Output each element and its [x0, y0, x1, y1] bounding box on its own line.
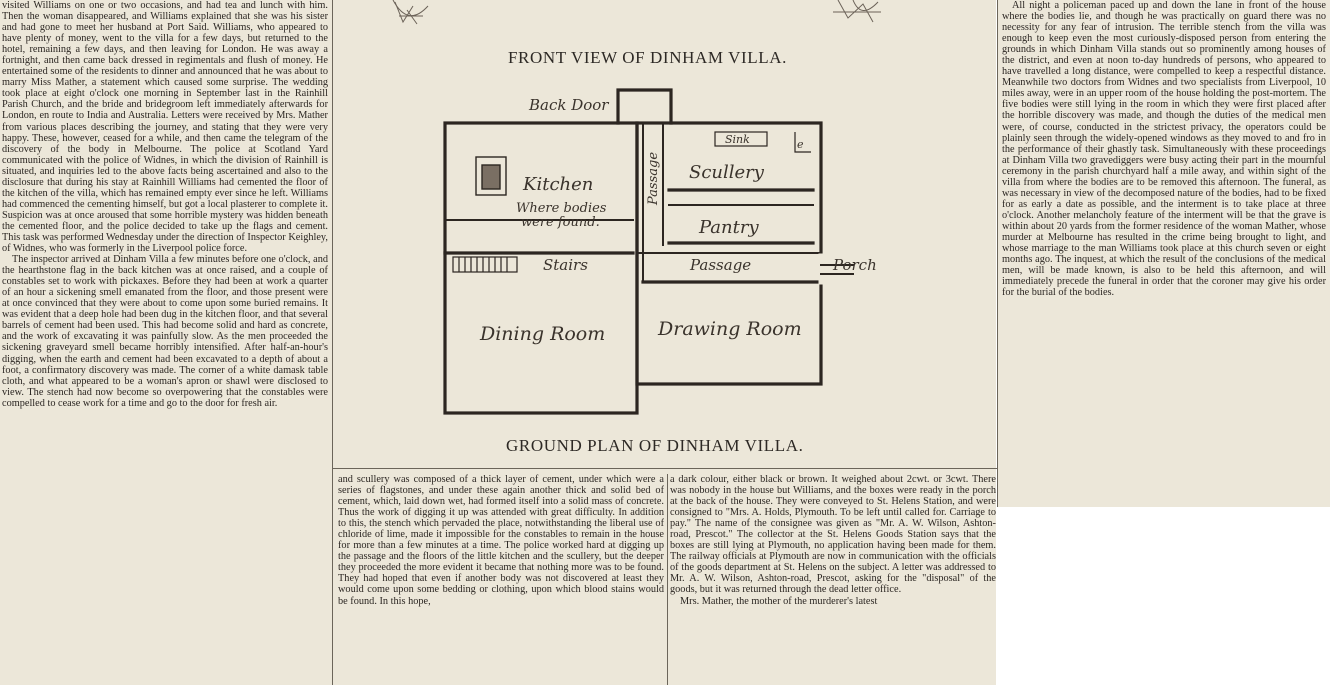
label-passage: Passage	[690, 256, 752, 274]
hearth-drawing	[476, 157, 506, 195]
label-copper-mark: e	[797, 138, 804, 151]
label-back-door: Back Door	[529, 96, 609, 114]
column-rule	[667, 474, 668, 685]
article-column-right	[1002, 0, 1326, 505]
article-paragraph: visited Williams on one or two occasions, and had tea and lunch with him. Then the woman disappeared, and Williams explained that she was his sister and had gone to meet her husband at Port Said. Williams, who appeared to have plenty of money, went to the villa for a few days, but returned to the hotel, remaining a few days, and then leaving for London. He was away a fortnight, and then came back dressed in regimentals and flush of money. He entertained some of the residents to dinner and announced that he was about to marry Miss Mather, a statement which caused some surprise. The wedding took place at eight o'clock one morning in September last in the Rainhill Parish Church, and the bride and bridegroom left immediately afterwards for London, en route to India and Australia. Letters were received by Mrs. Mather from various places describing the journey, and stating that they were very happy. These, however, ceased for a while, and then came the telegram of the discovery of the body in Melbourne. The police at Scotland Yard communicated with the police of Widnes, in which the division of Rainhill is situated, and inquiries led to the above facts being ascertained and also to the disclosure that during his stay at Rainhill Williams had cemented the floor of the kitchen of the villa, which has remained empty ever since he left. Williams had commenced the cementing himself, but got a local plasterer to complete it. Suspicion was at once aroused that some horrible mystery was hidden beneath the cemented floor, and the police decided to take up the flags and cement. This task was performed Wednesday under the direction of Inspector Keighley, of Widnes, who was formerly in the Liverpool police force.	[2, 0, 328, 255]
label-were-found: were found.	[521, 215, 600, 230]
illustration-svg	[333, 0, 997, 468]
label-stairs: Stairs	[543, 256, 588, 274]
column-rule	[997, 0, 998, 507]
article-paragraph: and scullery was composed of a thick layer of cement, under which were a series of flagstones, and under these again another thick and solid bed of cement, which, laid down wet, had formed itself into a solid mass of concrete. Thus the work of digging it up was attended with great difficulty. In addition to this, the stench which pervaded the place, notwithstanding the liberal use of chloride of lime, made it impossible for the constables to remain in the house for more than a few minutes at a time. The police worked hard at digging up the passage and the floors of the little kitchen and the scullery, but the deeper they proceeded the more evident it became that nothing more was to be found. They had hoped that even if another body was not discovered at least they would come upon some bedding or clothing, upon which blood stains would be found. In this hope,	[338, 474, 664, 607]
label-porch: Porch	[833, 256, 877, 274]
ground-plan-caption: GROUND PLAN OF DINHAM VILLA.	[506, 436, 804, 455]
article-paragraph: a dark colour, either black or brown. It weighed about 2cwt. or 3cwt. There was nobody in the house but Williams, and the boxes were ready in the porch at the back of the house. They were conveyed to St. Helens Station, and were consigned to "Mrs. A. Holds, Plymouth. To be left until called for. Carriage to pay." The name of the consignee was given as "Mr. A. W. Wilson, Ashton-road, Prescot." The collector at the St. Helens Goods Station says that the boxes are still lying at Plymouth, no application having been made for them. The railway officials at Plymouth are now in communication with the officials of the goods department at St. Helens on the subject. A letter was addressed to Mr. A. W. Wilson, Ashton-road, Prescot, asking for the "disposal" of the goods, but it was returned through the dead letter office.	[670, 474, 996, 596]
label-pantry: Pantry	[699, 217, 759, 238]
label-where-bodies: Where bodies	[516, 201, 607, 216]
label-drawing-room: Drawing Room	[658, 318, 802, 340]
article-paragraph: All night a policeman paced up and down the lane in front of the house where the bodies lie, and though he was practically on guard there was no necessity for any fear of intrusion. The terrible stench from the villa was enough to keep even the most curiously-disposed person from entering the grounds in which Dinham Villa stands out so prominently among houses of the district, and even at noon to-day hundreds of persons, who appeared to have travelled a long distance, were compelled to keep a respectful distance. Meanwhile two doctors from Widnes and two specialists from Liverpool, 10 miles away, were in an upper room of the house holding the post-mortem. The five bodies were still lying in the room in which they were first placed after the horrible discovery was made, and though the duties of the medical men were, of course, conducted in the strictest privacy, the operators could be plainly seen through the widely-opened windows as they moved to and fro in the performance of their ghastly task. Simultaneously with these proceedings at Dinham Villa two gravediggers were busy acting their part in the mournful ceremony in the parish churchyard half a mile away, and within sight of the villa from where the bodies are to be removed this afternoon. The funeral, as was necessary in view of the decomposed nature of the bodies, had to be fixed for as early a date as possible, and the interment is to take place at three o'clock. Another melancholy feature of the interment will be that the grave is within about 20 yards from the former residence of the woman Mather, whose murder at Melbourne has resulted in the crime being brought to light, and whose marriage to the man Williams took place at this church seven or eight months ago. The inquest, at which the result of the conclusions of the medical men, will be made known, is also to be held this afternoon, and will immediately precede the funeral in order that the coroner may give his order for the burial of the bodies.	[1002, 0, 1326, 299]
article-paragraph: The inspector arrived at Dinham Villa a few minutes before one o'clock, and the hearthstone flag in the back kitchen was at once raised, and a couple of constables set to work with pickaxes. Before they had been at work a quarter of an hour a sickening smell emanated from the floor, and those present were at once convinced that they were about to come upon some buried remains. It was evident that a deep hole had been dug in the kitchen floor, and that several barrels of cement had been used. This had become solid and hard as concrete, and the work of excavating it was painfully slow. As the men proceeded the sickening graveyard smell became horribly intensified. After half-an-hour's digging, when the earth and cement had been excavated to a depth of about a foot, a confirmatory discovery was made. The corner of a white damask table cloth, and what appeared to be a woman's apron or shawl were disclosed to view. The stench had now become so overpowering that the constables were compelled to cease work for a time and go to the door for fresh air.	[2, 254, 328, 409]
stairs-drawing	[453, 257, 517, 272]
ground-plan-walls	[445, 90, 853, 413]
figure-bottom-rule	[333, 468, 997, 469]
article-column-middle-left	[338, 474, 664, 685]
article-column-middle-right	[670, 474, 996, 685]
label-dining-room: Dining Room	[480, 323, 606, 345]
front-view-engraving-fragment	[393, 0, 881, 24]
label-scullery: Scullery	[689, 162, 764, 183]
label-kitchen: Kitchen	[523, 174, 594, 195]
article-column-left	[2, 0, 328, 685]
front-view-caption: FRONT VIEW OF DINHAM VILLA.	[508, 48, 787, 67]
article-paragraph: Mrs. Mather, the mother of the murderer's latest	[680, 595, 878, 607]
label-passage-vertical: Passage	[646, 151, 661, 205]
label-sink: Sink	[725, 133, 750, 146]
figure-ground-plan	[333, 0, 997, 468]
